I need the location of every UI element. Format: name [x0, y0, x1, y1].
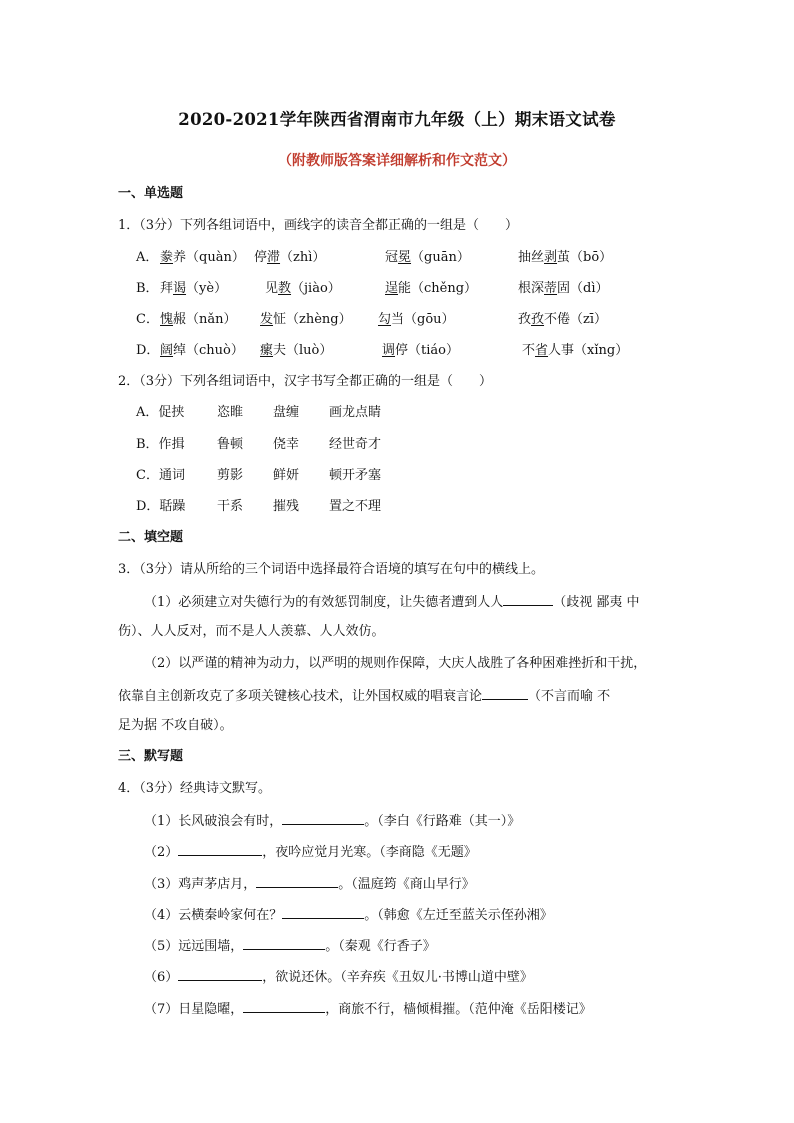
word: A．促挟: [136, 405, 185, 420]
word: 豢养（quàn）: [160, 250, 245, 265]
answer-blank[interactable]: [503, 593, 553, 606]
answer-blank[interactable]: [282, 812, 364, 825]
option-label: D．: [136, 343, 160, 358]
word: 侥幸: [273, 437, 300, 452]
word: 拜谒（yè）: [160, 281, 228, 296]
poem-line-1: （1）长风破浪会有时， 。（李白《行路难（其一）》: [144, 814, 521, 829]
word: B．作揖: [136, 437, 185, 452]
word: 盘缠: [273, 405, 300, 420]
answer-blank[interactable]: [282, 906, 364, 919]
word: 顿开矛塞: [329, 468, 382, 483]
question-2-stem: 2．（3分）下列各组词语中，汉字书写全都正确的一组是（ ）: [118, 374, 493, 389]
section-heading-dictation: 三、默写题: [118, 749, 184, 764]
poem-line-5: （5）远远围墙， 。（秦观《行香子》: [144, 939, 436, 954]
word: 摧残: [273, 499, 300, 514]
word: 干系: [217, 499, 244, 514]
word: C．通词: [136, 468, 185, 483]
option-label: B．: [136, 281, 159, 296]
word: 孜孜不倦（zī）: [518, 312, 608, 327]
word: D．聒躁: [136, 499, 186, 514]
word: 勾当（gōu）: [378, 312, 455, 327]
question-3-part-2: （2）以严谨的精神为动力，以严明的规则作保障，大庆人战胜了各种困难挫折和干扰，: [144, 656, 647, 671]
question-4-stem: 4．（3分）经典诗文默写。: [118, 781, 272, 796]
word: 根深蒂固（dì）: [518, 281, 609, 296]
word: 调停（tiáo）: [382, 343, 459, 358]
answer-blank[interactable]: [243, 937, 325, 950]
word: 冠冕（guān）: [385, 250, 470, 265]
word: 不省人事（xǐng）: [522, 343, 629, 358]
question-3-part-2-cont: 依靠自主创新攻克了多项关键核心技术，让外国权威的唱衰言论 （不言而喻 不: [118, 689, 611, 704]
word: 鲜妍: [273, 468, 300, 483]
word: 鲁顿: [217, 437, 244, 452]
section-heading-single-choice: 一、单选题: [118, 186, 184, 201]
question-3-part-1-cont: 伤）、人人反对，而不是人人羡慕、人人效仿。: [118, 624, 385, 639]
answer-blank[interactable]: [243, 1000, 325, 1013]
page-title: 2020-2021学年陕西省渭南市九年级（上）期末语文试卷: [178, 110, 616, 129]
option-label: C．: [136, 312, 159, 327]
poem-line-6: （6） ，欲说还休。（辛弃疾《丑奴儿·书博山道中壁》: [144, 970, 533, 985]
word: 剪影: [217, 468, 244, 483]
word: 瘰夫（luò）: [260, 343, 333, 358]
word: 抽丝剥茧（bō）: [518, 250, 613, 265]
word: 经世奇才: [329, 437, 382, 452]
word: 阔绰（chuò）: [160, 343, 244, 358]
answer-blank[interactable]: [178, 843, 262, 856]
poem-line-4: （4）云横秦岭家何在？ 。（韩愈《左迁至蓝关示侄孙湘》: [144, 908, 553, 923]
question-3-stem: 3．（3分）请从所给的三个词语中选择最符合语境的填写在句中的横线上。: [118, 562, 545, 577]
word: 恣睢: [217, 405, 244, 420]
option-label: A．: [136, 250, 159, 265]
word: 愧赧（nǎn）: [160, 312, 237, 327]
poem-line-7: （7）日星隐曜， ，商旅不行，樯倾楫摧。（范仲淹《岳阳楼记》: [144, 1002, 592, 1017]
answer-blank[interactable]: [178, 968, 262, 981]
word: 发怔（zhèng）: [260, 312, 352, 327]
answer-blank[interactable]: [482, 687, 528, 700]
question-3-part-2-end: 足为据 不攻自破）。: [118, 718, 233, 733]
word: 置之不理: [329, 499, 382, 514]
word: 停滞（zhì）: [254, 250, 326, 265]
word: 见教（jiào）: [265, 281, 341, 296]
section-heading-fill-in: 二、填空题: [118, 530, 184, 545]
word: 画龙点睛: [329, 405, 382, 420]
page-subtitle: （附教师版答案详细解析和作文范文）: [278, 153, 516, 169]
word: 逞能（chěng）: [385, 281, 478, 296]
poem-line-3: （3）鸡声茅店月， 。（温庭筠《商山早行》: [144, 877, 475, 892]
question-3-part-1: （1）必须建立对失德行为的有效惩罚制度，让失德者遭到人人 （歧视 鄙夷 中: [144, 595, 640, 610]
answer-blank[interactable]: [256, 875, 338, 888]
question-1-stem: 1．（3分）下列各组词语中，画线字的读音全都正确的一组是（ ）: [118, 218, 519, 233]
poem-line-2: （2） ，夜吟应觉月光寒。（李商隐《无题》: [144, 845, 477, 860]
